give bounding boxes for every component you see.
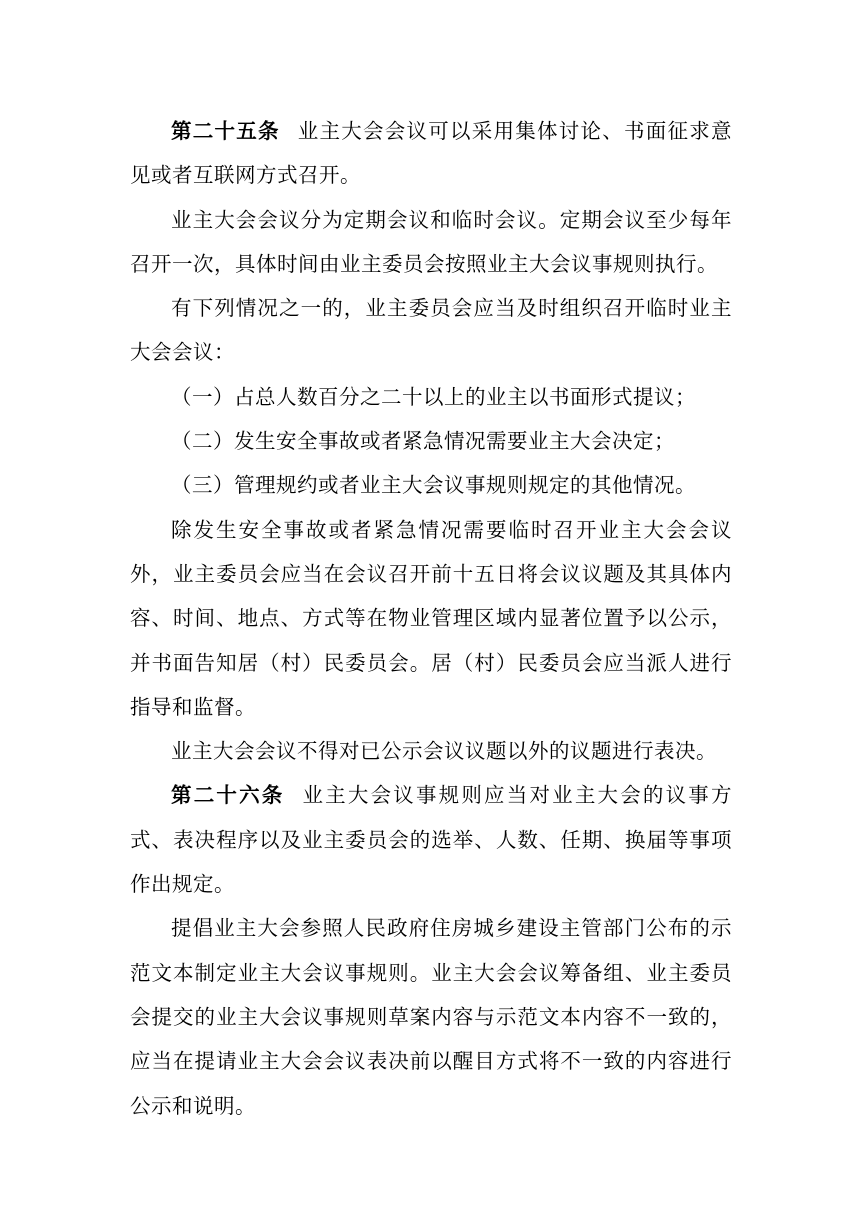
no-other-topics-paragraph: 业主大会会议不得对已公示会议议题以外的议题进行表决。 [171, 739, 717, 764]
article-25-text: 业主大会会议可以采用集体讨论、书面征求意见或者互联网方式召开。 [130, 119, 732, 188]
list-item: （二）发生安全事故或者紧急情况需要业主大会决定； [171, 429, 675, 454]
document-page [130, 109, 732, 1128]
article-26-text: 业主大会议事规则应当对业主大会的议事方式、表决程序以及业主委员会的选举、人数、任期、换届等事项作出规定。 [130, 783, 733, 897]
article-25-paragraph [130, 109, 732, 198]
article-26-number: 第二十六条 [171, 783, 285, 808]
model-text-paragraph: 提倡业主大会参照人民政府住房城乡建设主管部门公布的示范文本制定业主大会议事规则。业主大会会议筹备组、业主委员会提交的业主大会议事规则草案内容与示范文本内容不一致的，应当在提请业主大会会议表决前以醒目方式将不一致的内容进行公示和说明。 [130, 916, 732, 1118]
notice-paragraph: 除发生安全事故或者紧急情况需要临时召开业主大会会议外，业主委员会应当在会议召开前十五日将会议议题及其具体内容、时间、地点、方式等在物业管理区域内显著位置予以公示，并书面告知居（村）民委员会。居（村）民委员会应当派人进行指导和监督。 [130, 517, 732, 719]
list-item: （三）管理规约或者业主大会议事规则规定的其他情况。 [171, 473, 696, 498]
article-26-paragraph [130, 773, 732, 906]
temp-meeting-intro-paragraph: 有下列情况之一的，业主委员会应当及时组织召开临时业主大会会议： [130, 296, 732, 365]
meeting-types-paragraph: 业主大会会议分为定期会议和临时会议。定期会议至少每年召开一次，具体时间由业主委员会按照业主大会议事规则执行。 [130, 207, 732, 276]
article-25-number: 第二十五条 [171, 119, 280, 143]
list-item: （一）占总人数百分之二十以上的业主以书面形式提议； [171, 384, 696, 409]
